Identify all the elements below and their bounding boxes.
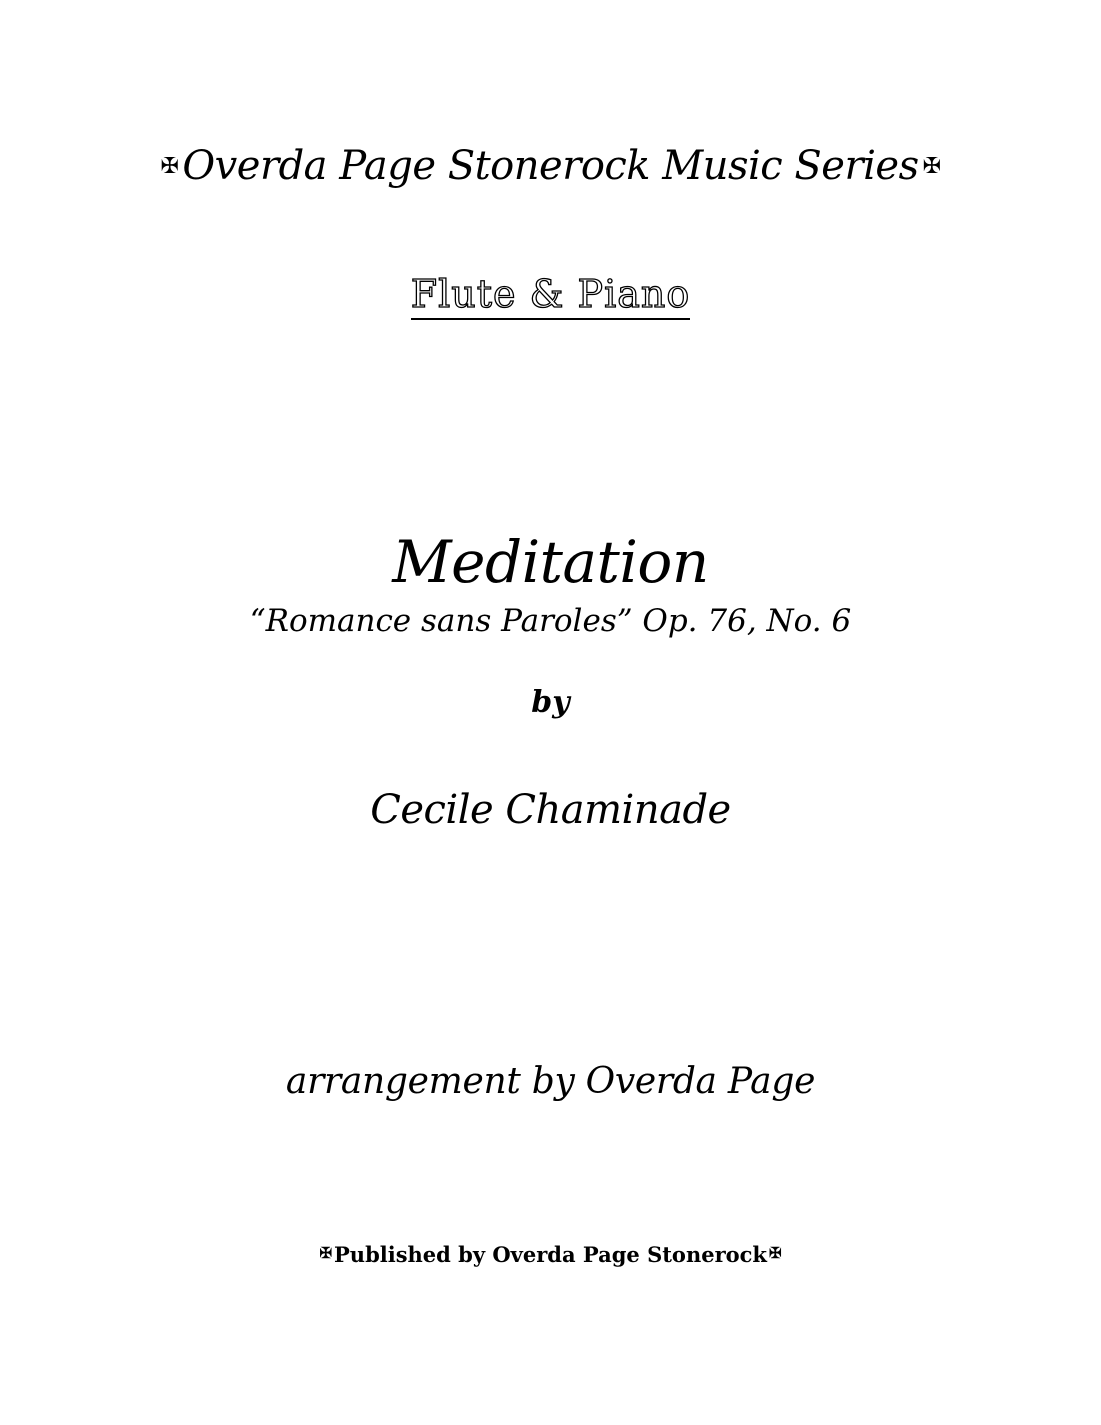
instrumentation-block xyxy=(0,272,1101,330)
series-title: Overda Page Stonerock Music Series xyxy=(182,143,919,189)
instrumentation: Flute & Piano xyxy=(411,272,690,320)
by-label: by xyxy=(531,685,570,720)
publisher-text: Published by Overda Page Stonerock xyxy=(334,1242,767,1267)
maltese-cross-icon: ✠ xyxy=(160,154,179,179)
work-title: Meditation xyxy=(392,528,709,596)
maltese-cross-icon: ✠ xyxy=(768,1244,782,1262)
series-header xyxy=(0,138,1101,195)
work-subtitle: “Romance sans Paroles” Op. 76, No. 6 xyxy=(249,603,852,639)
maltese-cross-icon: ✠ xyxy=(319,1244,333,1262)
composer-name: Cecile Chaminade xyxy=(370,787,731,833)
publisher-footer xyxy=(0,1236,1101,1272)
arrangement-credit: arrangement by Overda Page xyxy=(285,1061,816,1102)
maltese-cross-icon: ✠ xyxy=(922,154,941,179)
